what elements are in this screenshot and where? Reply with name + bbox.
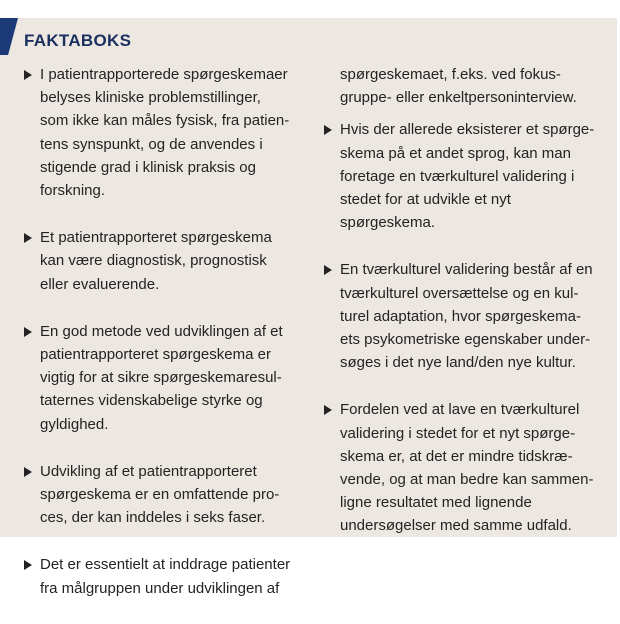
fact-text-line: skema på et andet sprog, kan man (340, 144, 571, 162)
triangle-bullet-icon (24, 467, 32, 477)
fact-text-line: stedet for at udvikle et nyt (340, 191, 511, 209)
fact-text-line: spørgeskema er en omfattende pro- (40, 486, 280, 504)
fact-text-line: Fordelen ved at lave en tværkulturel (340, 401, 580, 419)
fact-text-line: En tværkulturel validering består af en (340, 261, 593, 279)
fact-text-line: stigende grad i klinisk praksis og (40, 158, 256, 176)
fact-list-item (24, 553, 314, 599)
fact-text-line: kan være diagnostisk, prognostisk (40, 252, 267, 270)
fact-text-line: foretage en tværkulturel validering i (340, 167, 575, 185)
triangle-bullet-icon (24, 327, 32, 337)
fact-text-line: ligne resultatet med lignende (340, 494, 532, 512)
fact-text-line: ets psykometriske egenskaber under- (340, 331, 591, 349)
fact-list-item (24, 320, 314, 436)
fact-text-line: spørgeskemaet, f.eks. ved fokus- (340, 66, 561, 83)
fact-text-line: fra målgruppen under udviklingen af (40, 579, 280, 597)
fact-list-item (24, 460, 314, 530)
fact-text-line: forskning. (40, 182, 106, 200)
triangle-bullet-icon (24, 70, 32, 80)
fact-text-line: skema er, at det er mindre tidskræ- (340, 447, 573, 465)
fact-list-item (24, 226, 314, 296)
fact-text-line: belyses kliniske problemstillinger, (40, 89, 261, 107)
fact-text-line: tens synspunkt, og de anvendes i (40, 135, 263, 153)
triangle-bullet-icon (324, 125, 332, 135)
fact-text-line: gruppe- eller enkeltpersoninterview. (340, 89, 577, 107)
fact-text-line: Det er essentielt at inddrage patienter (40, 556, 291, 574)
fact-list-item (24, 63, 314, 202)
fact-list-item (324, 63, 616, 109)
triangle-bullet-icon (24, 233, 32, 243)
fact-text-line: ces, der kan inddeles i seks faser. (40, 509, 266, 527)
fact-text-line: vende, og at man bedre kan sammen- (340, 471, 594, 489)
fact-text-line: gyldighed. (40, 415, 109, 433)
fact-text-line: eller evaluerende. (40, 275, 160, 293)
fact-text-line: validering i stedet for et nyt spørge- (340, 424, 576, 442)
fact-text-line: turel adaptation, hvor spørgeskema- (340, 307, 581, 325)
fact-text-line: patientrapporteret spørgeskema er (40, 346, 271, 364)
left-column (24, 63, 314, 624)
fact-text-line: som ikke kan måles fysisk, fra patien- (40, 112, 290, 130)
right-column (324, 63, 616, 562)
fact-list-item (324, 118, 616, 234)
fact-text-line: En god metode ved udviklingen af et (40, 322, 283, 340)
factbox-title: FAKTABOKS (24, 31, 132, 50)
fact-text-line: søges i det nye land/den nye kultur. (340, 354, 576, 372)
fact-text-line: spørgeskema. (340, 214, 436, 232)
fact-text-line: Hvis der allerede eksisterer et spørge- (340, 121, 595, 139)
triangle-bullet-icon (324, 405, 332, 415)
fact-text-line: vigtig for at sikre spørgeskemaresul- (40, 369, 282, 387)
fact-text-line: undersøgelser med samme udfald. (340, 517, 572, 535)
fact-text-line: taternes videnskabelige styrke og (40, 392, 263, 410)
triangle-bullet-icon (324, 265, 332, 275)
fact-list-item (324, 258, 616, 374)
fact-text-line: tværkulturel oversættelse og en kul- (340, 284, 579, 302)
fact-text-line: Et patientrapporteret spørgeskema (40, 229, 272, 247)
fact-list-item (324, 398, 616, 537)
triangle-bullet-icon (24, 560, 32, 570)
fact-text-line: Udvikling af et patientrapporteret (40, 462, 257, 480)
fact-text-line: I patientrapporterede spørgeskemaer (40, 66, 288, 83)
